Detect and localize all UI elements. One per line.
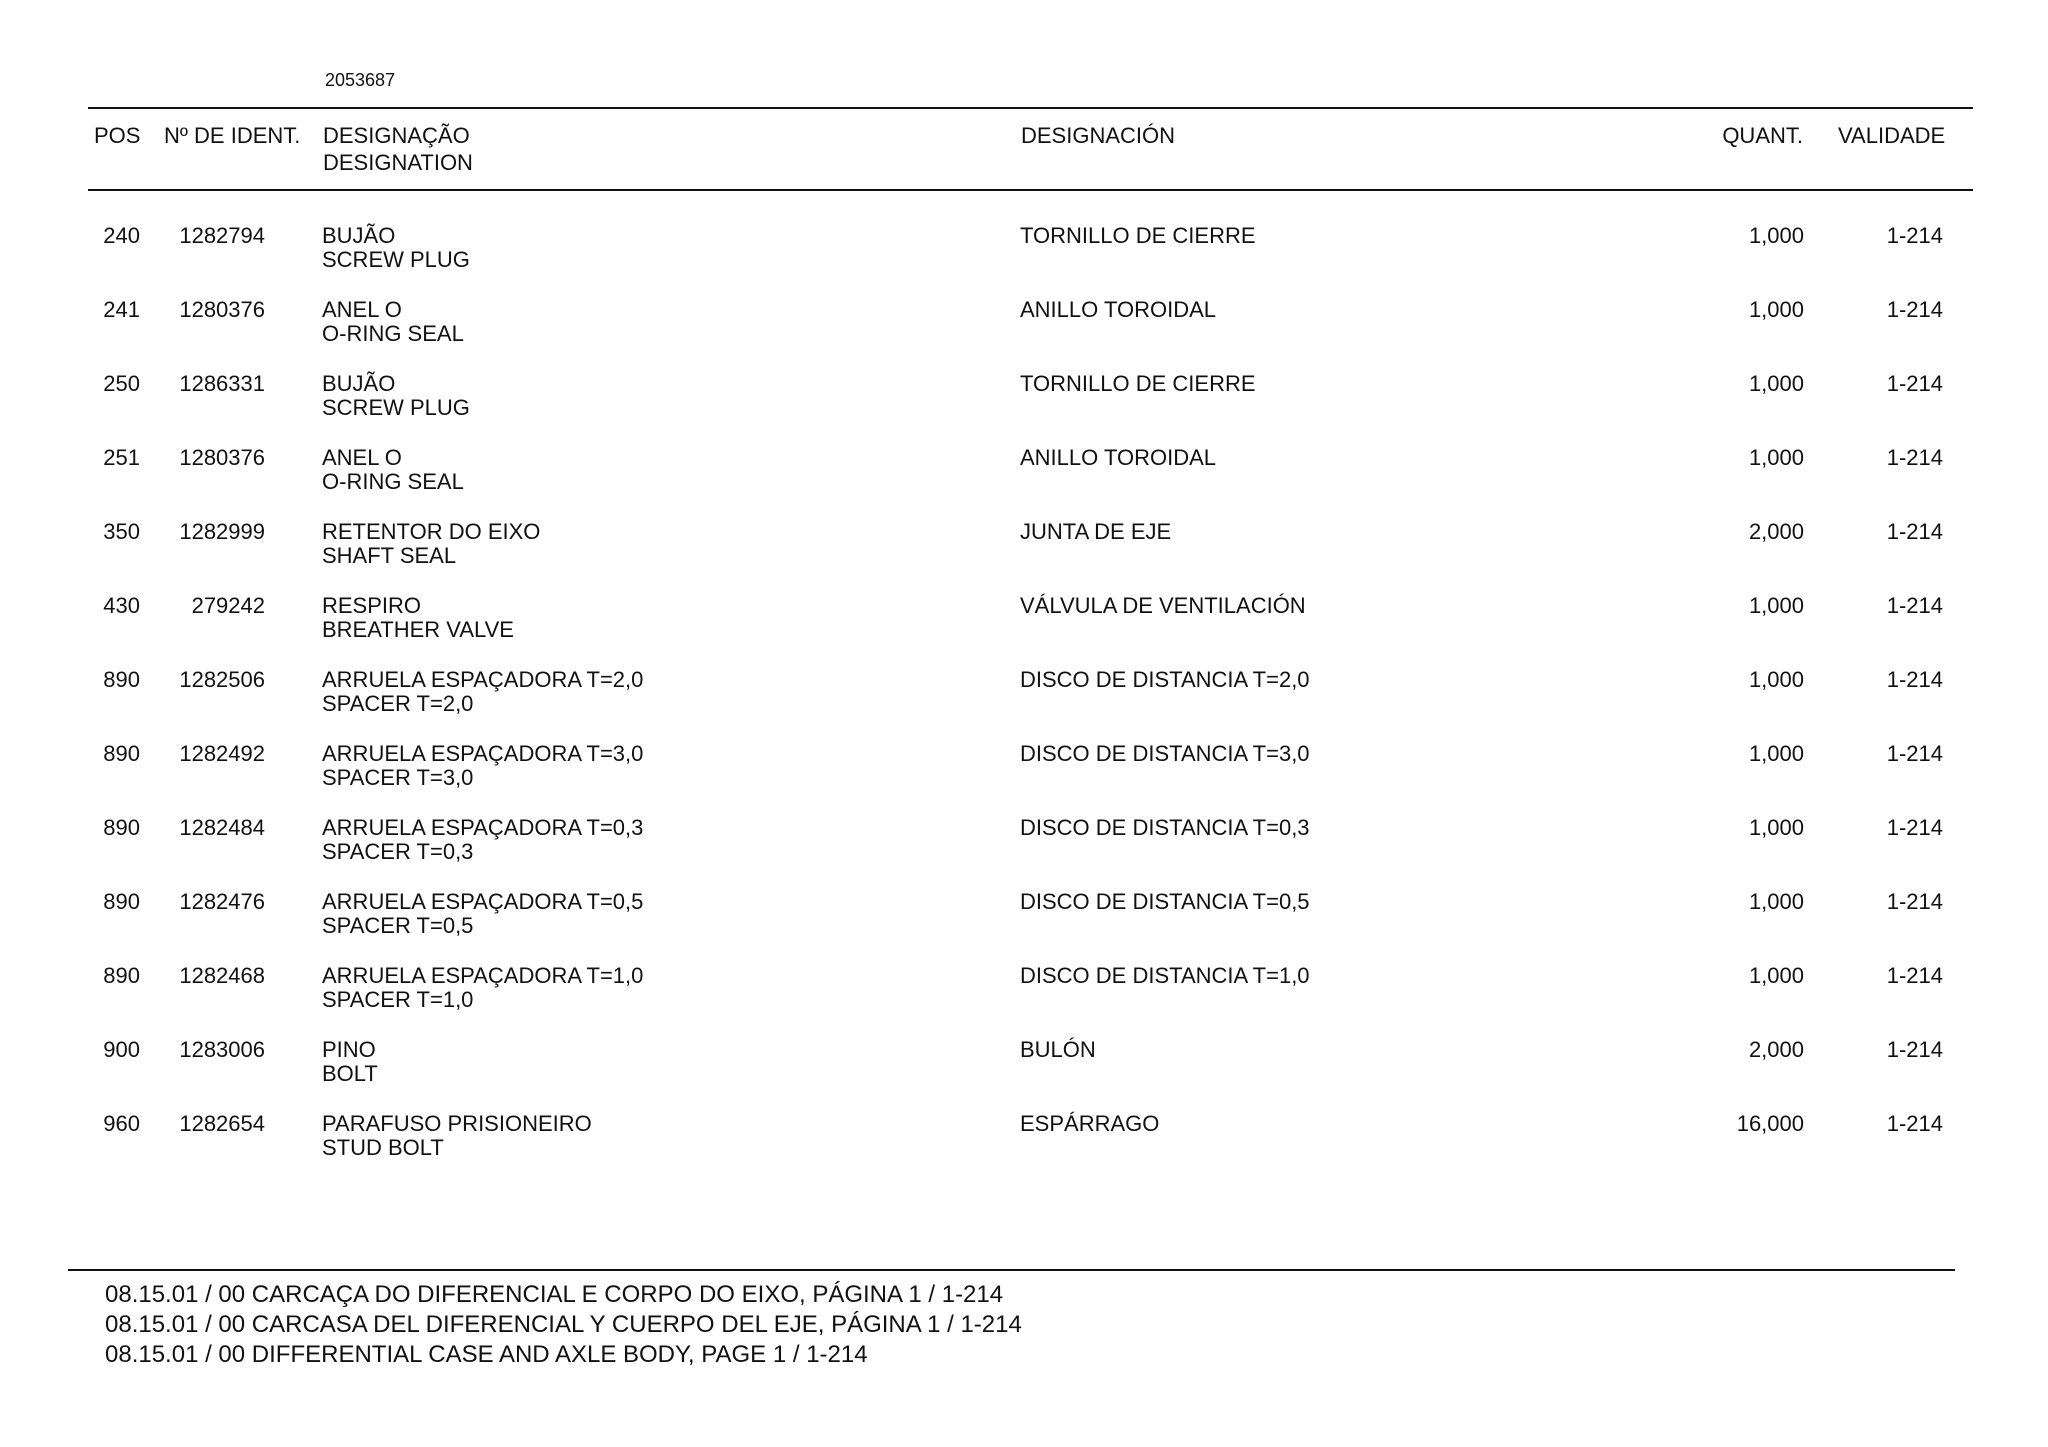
cell-pos: 430 (103, 593, 140, 618)
document-number: 2053687 (325, 70, 396, 90)
cell-validade: 1-214 (1886, 445, 1943, 470)
cell-designacion: TORNILLO DE CIERRE (1020, 371, 1256, 396)
cell-pos: 900 (103, 1037, 140, 1062)
table-row (0, 298, 2048, 372)
cell-ident: 1280376 (179, 445, 265, 470)
cell-ident: 1282492 (179, 741, 265, 766)
cell-designacion: BULÓN (1020, 1037, 1096, 1062)
cell-ident: 1280376 (179, 297, 265, 322)
cell-pos: 890 (103, 667, 140, 692)
cell-validade: 1-214 (1886, 667, 1943, 692)
cell-designacao: RESPIRO (322, 593, 422, 618)
footer-rule (68, 1269, 1955, 1271)
cell-designacion: JUNTA DE EJE (1020, 519, 1172, 544)
cell-ident: 1282506 (179, 667, 265, 692)
page-footer (105, 1280, 1022, 1370)
cell-validade: 1-214 (1886, 741, 1943, 766)
table-row (0, 1112, 2048, 1186)
cell-ident: 1283006 (179, 1037, 265, 1062)
cell-designation: SPACER T=2,0 (322, 691, 474, 716)
cell-pos: 960 (103, 1111, 140, 1136)
cell-designacao: ARRUELA ESPAÇADORA T=3,0 (322, 741, 644, 766)
header-validade: VALIDADE (1838, 123, 1946, 148)
table-row (0, 520, 2048, 594)
cell-quant: 1,000 (1748, 889, 1804, 914)
cell-designacion: TORNILLO DE CIERRE (1020, 223, 1256, 248)
header-designacion: DESIGNACIÓN (1021, 123, 1176, 148)
cell-designation: BOLT (322, 1061, 378, 1086)
header-designation: DESIGNATION (323, 150, 473, 175)
cell-pos: 890 (103, 815, 140, 840)
cell-designacao: PINO (322, 1037, 376, 1062)
cell-ident: 1282484 (179, 815, 265, 840)
cell-quant: 1,000 (1748, 371, 1804, 396)
cell-validade: 1-214 (1886, 593, 1943, 618)
cell-designation: SCREW PLUG (322, 247, 470, 272)
table-row (0, 224, 2048, 298)
cell-designacion: ANILLO TOROIDAL (1020, 445, 1217, 470)
cell-ident: 1282654 (179, 1111, 265, 1136)
cell-designation: SPACER T=0,3 (322, 839, 474, 864)
cell-designation: SHAFT SEAL (322, 543, 457, 568)
cell-designacao: ARRUELA ESPAÇADORA T=0,5 (322, 889, 644, 914)
cell-quant: 1,000 (1748, 223, 1804, 248)
cell-ident: 279242 (191, 593, 265, 618)
cell-quant: 1,000 (1748, 815, 1804, 840)
cell-designacion: ESPÁRRAGO (1020, 1111, 1160, 1136)
header-top-rule (88, 107, 1973, 109)
cell-designacion: DISCO DE DISTANCIA T=2,0 (1020, 667, 1310, 692)
footer-line-pt: 08.15.01 / 00 CARCAÇA DO DIFERENCIAL E CORPO DO EIXO, PÁGINA 1 / 1-214 (105, 1281, 1004, 1308)
cell-designation: O-RING SEAL (322, 321, 464, 346)
header-pos: POS (94, 123, 141, 148)
cell-validade: 1-214 (1886, 889, 1943, 914)
cell-ident: 1282794 (179, 223, 265, 248)
cell-designation: SPACER T=1,0 (322, 987, 474, 1012)
cell-quant: 1,000 (1748, 445, 1804, 470)
table-row (0, 594, 2048, 668)
cell-validade: 1-214 (1886, 1037, 1943, 1062)
cell-designacion: ANILLO TOROIDAL (1020, 297, 1217, 322)
cell-quant: 1,000 (1748, 593, 1804, 618)
cell-quant: 1,000 (1748, 297, 1804, 322)
cell-validade: 1-214 (1886, 815, 1943, 840)
cell-designacao: ANEL O (322, 297, 402, 322)
table-row (0, 668, 2048, 742)
cell-designacion: DISCO DE DISTANCIA T=1,0 (1020, 963, 1310, 988)
cell-designacion: VÁLVULA DE VENTILACIÓN (1020, 593, 1306, 618)
table-row (0, 816, 2048, 890)
cell-designacion: DISCO DE DISTANCIA T=0,5 (1020, 889, 1310, 914)
cell-designacion: DISCO DE DISTANCIA T=3,0 (1020, 741, 1310, 766)
cell-quant: 2,000 (1748, 519, 1804, 544)
parts-table-body (0, 224, 2048, 1186)
cell-pos: 890 (103, 963, 140, 988)
cell-quant: 2,000 (1748, 1037, 1804, 1062)
cell-designacao: ARRUELA ESPAÇADORA T=2,0 (322, 667, 644, 692)
cell-designacao: PARAFUSO PRISIONEIRO (322, 1111, 592, 1136)
cell-ident: 1282999 (179, 519, 265, 544)
cell-validade: 1-214 (1886, 519, 1943, 544)
footer-line-en: 08.15.01 / 00 DIFFERENTIAL CASE AND AXLE BODY, PAGE 1 / 1-214 (105, 1341, 868, 1368)
cell-pos: 240 (103, 223, 140, 248)
cell-designation: SCREW PLUG (322, 395, 470, 420)
cell-validade: 1-214 (1886, 297, 1943, 322)
cell-validade: 1-214 (1886, 963, 1943, 988)
header-ident: Nº DE IDENT. (164, 123, 301, 148)
cell-pos: 350 (103, 519, 140, 544)
cell-designation: STUD BOLT (322, 1135, 444, 1160)
header-bottom-rule (88, 189, 1973, 191)
cell-designacao: ARRUELA ESPAÇADORA T=0,3 (322, 815, 644, 840)
cell-validade: 1-214 (1886, 371, 1943, 396)
cell-pos: 890 (103, 889, 140, 914)
cell-designacao: ARRUELA ESPAÇADORA T=1,0 (322, 963, 644, 988)
cell-ident: 1286331 (179, 371, 265, 396)
cell-ident: 1282476 (179, 889, 265, 914)
cell-quant: 1,000 (1748, 963, 1804, 988)
cell-validade: 1-214 (1886, 223, 1943, 248)
cell-ident: 1282468 (179, 963, 265, 988)
cell-designation: O-RING SEAL (322, 469, 464, 494)
cell-quant: 16,000 (1736, 1111, 1804, 1136)
cell-pos: 251 (103, 445, 140, 470)
footer-line-es: 08.15.01 / 00 CARCASA DEL DIFERENCIAL Y CUERPO DEL EJE, PÁGINA 1 / 1-214 (105, 1311, 1022, 1338)
header-designacao: DESIGNAÇÃO (323, 123, 470, 148)
table-header (0, 122, 2048, 182)
table-row (0, 742, 2048, 816)
cell-validade: 1-214 (1886, 1111, 1943, 1136)
table-row (0, 372, 2048, 446)
table-row (0, 446, 2048, 520)
cell-designation: SPACER T=0,5 (322, 913, 474, 938)
cell-designacao: BUJÃO (322, 223, 396, 248)
header-quant: QUANT. (1722, 123, 1803, 148)
cell-pos: 241 (103, 297, 140, 322)
cell-designacion: DISCO DE DISTANCIA T=0,3 (1020, 815, 1310, 840)
cell-designacao: RETENTOR DO EIXO (322, 519, 541, 544)
table-row (0, 1038, 2048, 1112)
cell-pos: 250 (103, 371, 140, 396)
cell-designacao: BUJÃO (322, 371, 396, 396)
cell-designacao: ANEL O (322, 445, 402, 470)
cell-designation: SPACER T=3,0 (322, 765, 474, 790)
table-row (0, 890, 2048, 964)
cell-quant: 1,000 (1748, 667, 1804, 692)
cell-designation: BREATHER VALVE (322, 617, 514, 642)
cell-pos: 890 (103, 741, 140, 766)
table-row (0, 964, 2048, 1038)
cell-quant: 1,000 (1748, 741, 1804, 766)
